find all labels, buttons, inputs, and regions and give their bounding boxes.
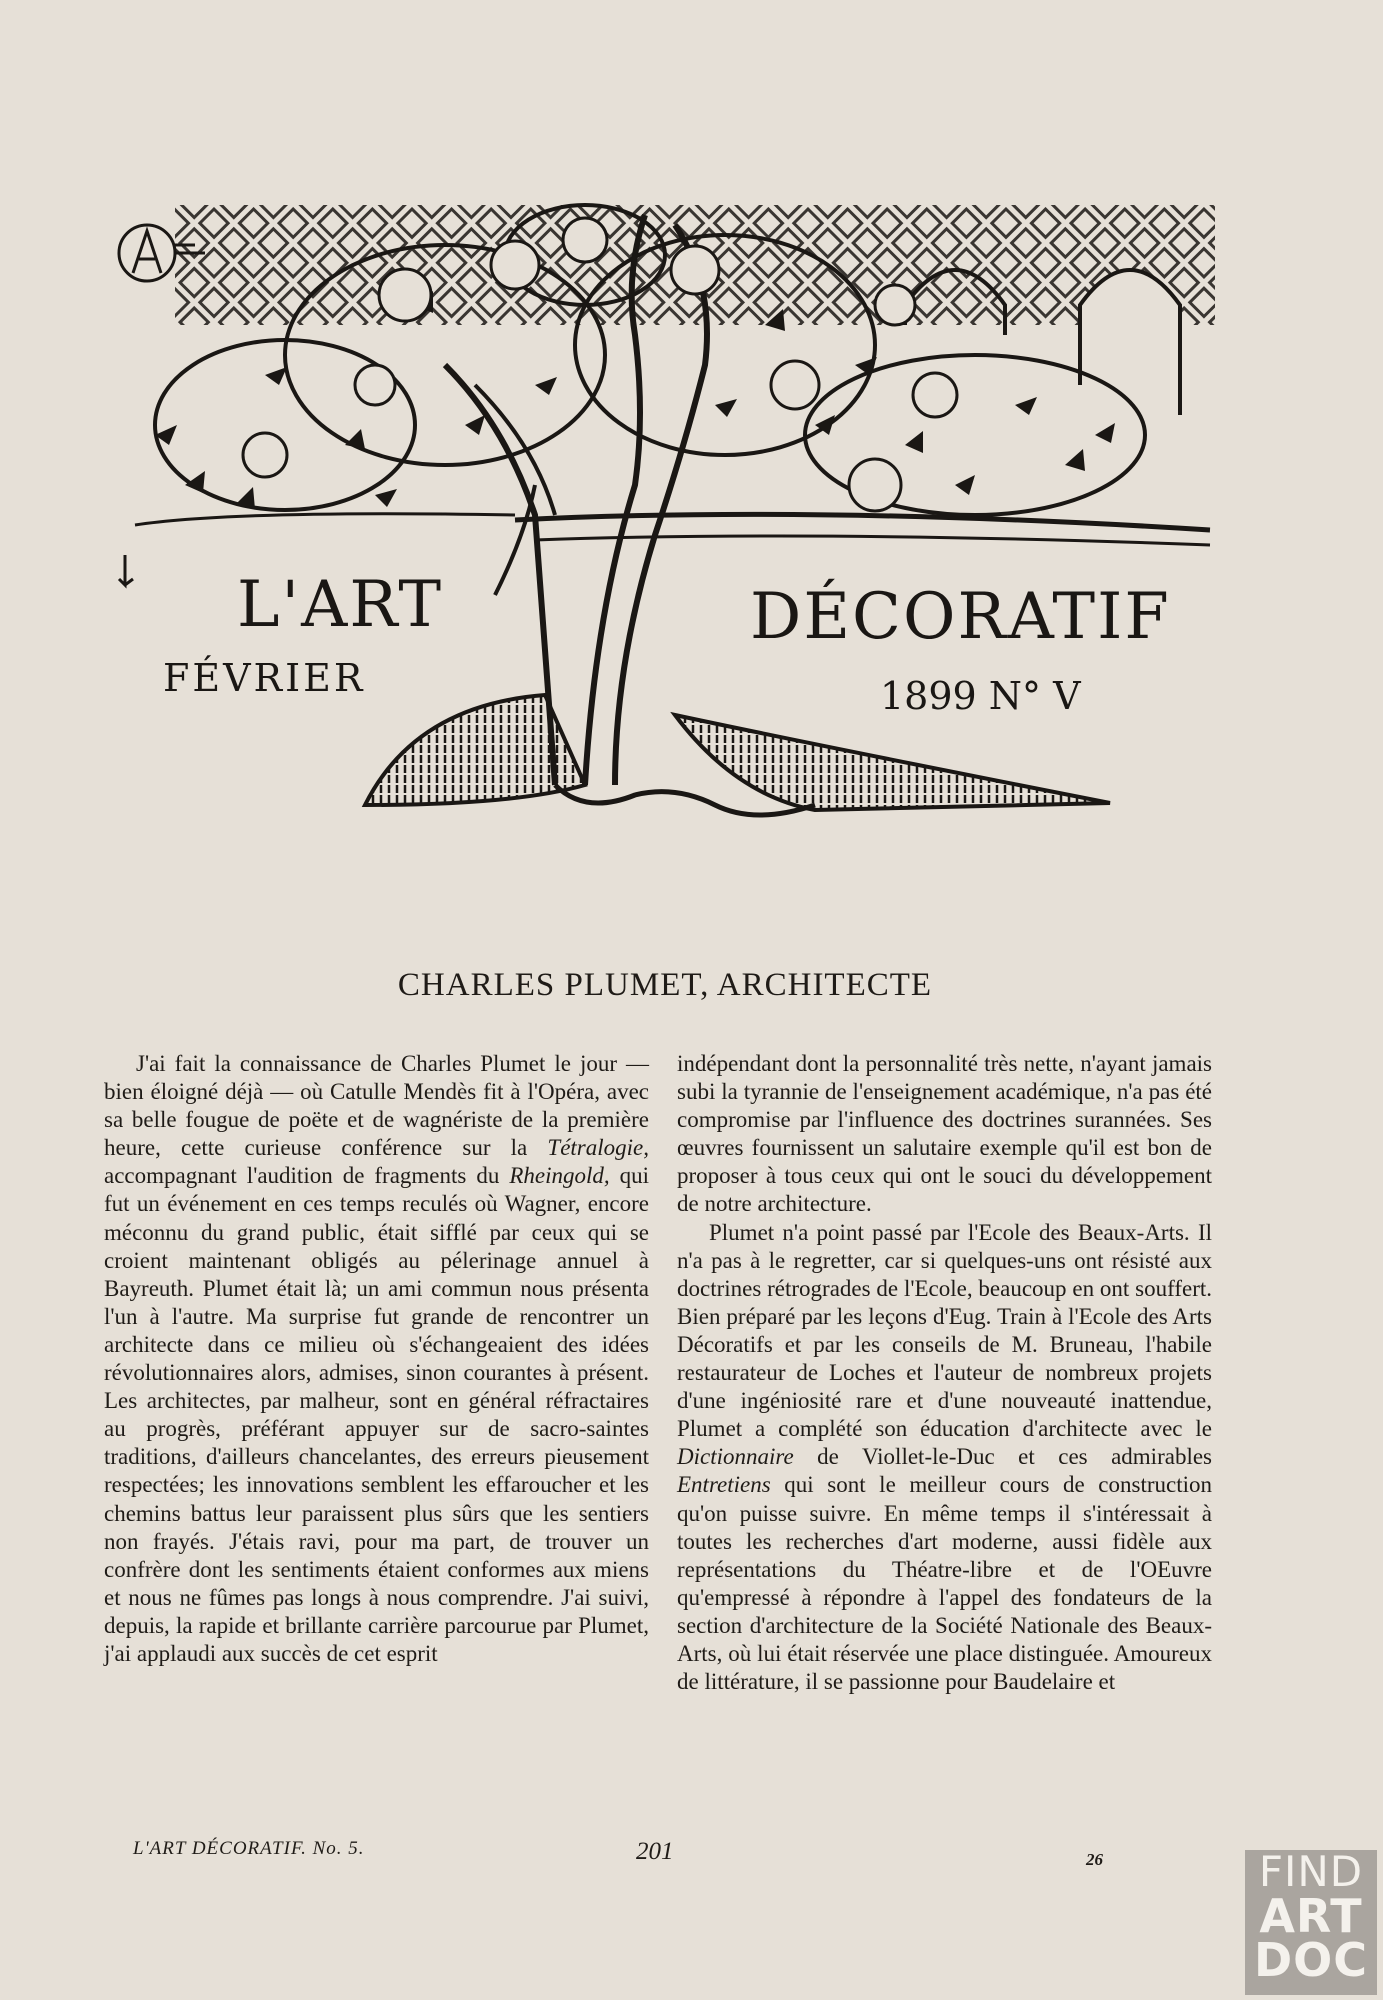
article-column-right <box>677 1050 1212 1696</box>
text-run: de Viollet-le-Duc et ces admirables <box>793 1444 1212 1470</box>
paragraph <box>677 1219 1212 1697</box>
italic-title: Tétralogie, <box>547 1135 649 1161</box>
tree-illustration <box>115 185 1230 835</box>
magazine-title-left: L'ART <box>237 568 444 642</box>
watermark-line: FIND <box>1258 1847 1364 1896</box>
watermark-line: ART <box>1259 1889 1363 1943</box>
text-run: qui fut un événement en ces temps reculés où Wagner, encore méconnu du grand public, était sifflé par ceux qui se croient maintenant obligés au pélerinage annuel à Bayreuth. Plumet était là; un ami commun nous présenta l'un à l'autre. Ma surprise fut grande de rencontrer un architecte dans ce milieu où s'échangeaient des idées révolutionnaires alors, admises, sinon courantes à présent. Les architectes, par malheur, sont en général réfractaires au progrès, préférant appuyer sur de sacro-saintes traditions, d'ailleurs chancelantes, des erreurs pieusement respectées; les innovations semblent les effaroucher et les chemins battus leur paraissent plus sûrs que les sentiers non frayés. J'étais ravi, pour ma part, de trouver un confrère dont les sentiments étaient conformes aux miens et nous ne fûmes pas longs à nous comprendre. J'ai suivi, depuis, la rapide et brillante carrière parcourue par Plumet, j'ai applaudi aux succès de cet esprit <box>104 1163 649 1666</box>
italic-title: Rheingold, <box>509 1163 610 1189</box>
text-run: Plumet n'a point passé par l'Ecole des Beaux-Arts. Il n'a pas à le regretter, car si quelques-uns ont résisté aux doctrines rétrogrades de l'Ecole, beaucoup en ont souffert. Bien préparé par les leçons d'Eug. Train à l'Ecole des Arts Décoratifs et par les conseils de M. Bruneau, l'habile restaurateur de Loches et l'auteur de nombreux projets d'une ingéniosité rare et d'une nouveauté inattendue, Plumet a complété son éducation d'architecte avec le <box>677 1219 1212 1442</box>
article-column-left <box>104 1050 649 1668</box>
issue-year-number: 1899 N° V <box>880 674 1081 718</box>
findartdoc-watermark <box>1245 1847 1377 1995</box>
watermark-line: DOC <box>1253 1933 1369 1987</box>
italic-title: Dictionnaire <box>677 1444 794 1470</box>
issue-month: FÉVRIER <box>163 656 366 700</box>
text-run: accompagnant l'audition de fragments du <box>104 1163 510 1189</box>
sheet-number: 26 <box>1086 1850 1103 1869</box>
footer-journal-name: L'ART DÉCORATIF. No. 5. <box>133 1838 365 1859</box>
paragraph <box>104 1050 649 1668</box>
article-title: CHARLES PLUMET, ARCHITECTE <box>397 967 933 1003</box>
magazine-title-right: DÉCORATIF <box>750 580 1171 654</box>
text-run: qui sont le meilleur cours de construction qu'on puisse suivre. En même temps il s'intéressait à toutes les recherches d'art moderne, aussi fidèle aux représentations du Théatre-libre et de l'OEuvre qu'empressé à répondre à l'appel des fondateurs de la section d'architecture de la Société Nationale des Beaux-Arts, où lui était réservée une place distinguée. Amoureux de littérature, il se passionne pour Baudelaire et <box>677 1472 1212 1695</box>
paragraph: indépendant dont la personnalité très nette, n'ayant jamais subi la tyrannie de l'enseignement académique, n'a pas été compromise par l'influence des doctrines surannées. Ses œuvres fournissent un salutaire exemple qu'il est bon de proposer à tous ceux qui ont le souci du développement de notre architecture. <box>677 1051 1212 1217</box>
italic-title: Entretiens <box>677 1472 771 1498</box>
page-number: 201 <box>636 1838 674 1865</box>
text-run: J'ai fait la connaissance de Charles Plumet le jour — bien éloigné déjà — où Catulle Mendès fit à l'Opéra, avec sa belle fougue de poëte et de wagnériste de la première heure, cette curieuse conférence sur la <box>104 1051 649 1161</box>
